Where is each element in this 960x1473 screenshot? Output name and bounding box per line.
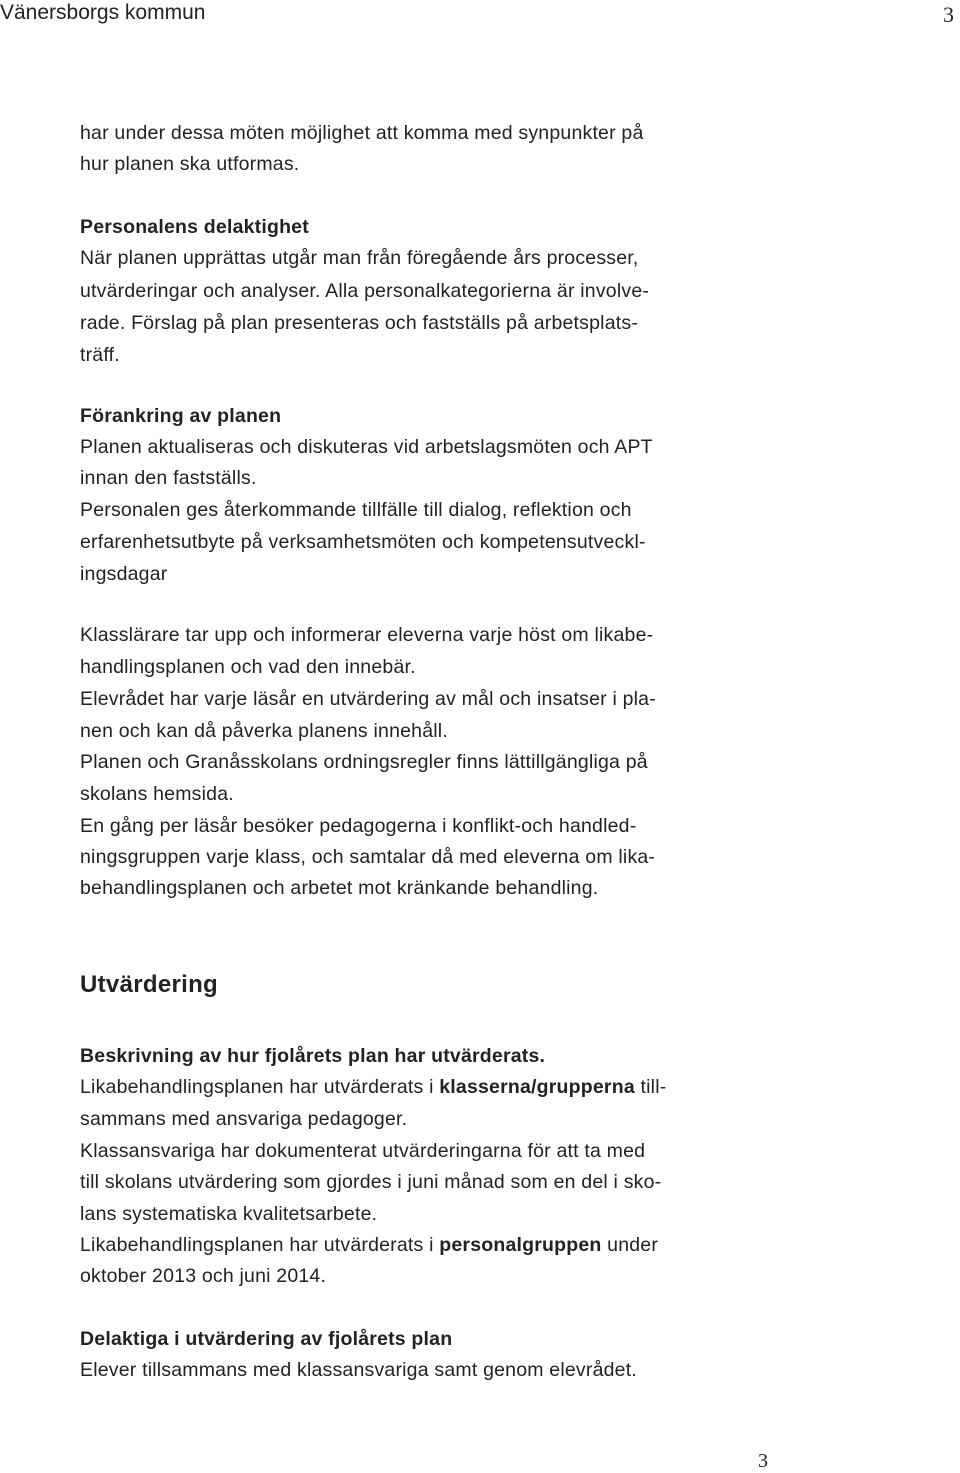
text-line: har under dessa möten möjlighet att komma med synpunkter på [80, 122, 644, 144]
text-line: skolans hemsida. [80, 783, 234, 805]
text-line: Klassansvariga har dokumenterat utvärderingarna för att ta med [80, 1140, 646, 1162]
footer-page-number: 3 [758, 1450, 768, 1472]
text-run: under [601, 1234, 659, 1256]
text-line: träff. [80, 344, 120, 366]
text-line: rade. Förslag på plan presenteras och fastställs på arbetsplats- [80, 312, 639, 334]
text-run: Likabehandlingsplanen har utvärderats i [80, 1234, 440, 1256]
text-line: ingsdagar [80, 563, 168, 585]
text-line: sammans med ansvariga pedagoger. [80, 1108, 408, 1130]
text-line: ningsgruppen varje klass, och samtalar då med eleverna om lika- [80, 846, 656, 868]
text-line: nen och kan då påverka planens innehåll. [80, 720, 448, 742]
text-run: till- [634, 1076, 667, 1098]
header-page-number: 3 [943, 2, 954, 27]
header-org: Vänersborgs kommun [0, 1, 206, 24]
text-line: Personalen ges återkommande tillfälle till dialog, reflektion och [80, 499, 632, 521]
text-line: Elevrådet har varje läsår en utvärdering av mål och insatser i pla- [80, 688, 656, 710]
section-heading: Förankring av planen [80, 405, 282, 427]
subsection-heading: Delaktiga i utvärdering av fjolårets plan [80, 1328, 453, 1350]
emphasis-text: klasserna/grupperna [439, 1076, 635, 1098]
text-line: När planen upprättas utgår man från föregående års processer, [80, 247, 639, 269]
text-line: utvärderingar och analyser. Alla personalkategorierna är involve- [80, 280, 650, 302]
text-line: innan den fastställs. [80, 467, 257, 489]
text-line [80, 1074, 666, 1100]
text-line: Elever tillsammans med klassansvariga samt genom elevrådet. [80, 1359, 637, 1381]
text-line: till skolans utvärdering som gjordes i juni månad som en del i sko- [80, 1171, 662, 1193]
emphasis-text: personalgruppen [439, 1234, 602, 1256]
text-line: Planen och Granåsskolans ordningsregler finns lättillgängliga på [80, 751, 648, 773]
text-line: oktober 2013 och juni 2014. [80, 1265, 327, 1287]
text-line: Klasslärare tar upp och informerar eleverna varje höst om likabe- [80, 624, 654, 646]
text-line: erfarenhetsutbyte på verksamhetsmöten och kompetensutveckl- [80, 531, 646, 553]
text-line: hur planen ska utformas. [80, 153, 300, 175]
text-run: Likabehandlingsplanen har utvärderats i [80, 1076, 440, 1098]
text-line: handlingsplanen och vad den innebär. [80, 656, 416, 678]
text-line: behandlingsplanen och arbetet mot kränkande behandling. [80, 877, 599, 899]
section-heading: Personalens delaktighet [80, 216, 309, 238]
subsection-heading: Beskrivning av hur fjolårets plan har utvärderats. [80, 1045, 546, 1067]
text-line: Planen aktualiseras och diskuteras vid arbetslagsmöten och APT [80, 436, 653, 458]
section-title: Utvärdering [80, 971, 218, 998]
text-line [80, 1232, 658, 1258]
text-line: En gång per läsår besöker pedagogerna i konflikt-och handled- [80, 815, 637, 837]
text-line: lans systematiska kvalitetsarbete. [80, 1203, 378, 1225]
